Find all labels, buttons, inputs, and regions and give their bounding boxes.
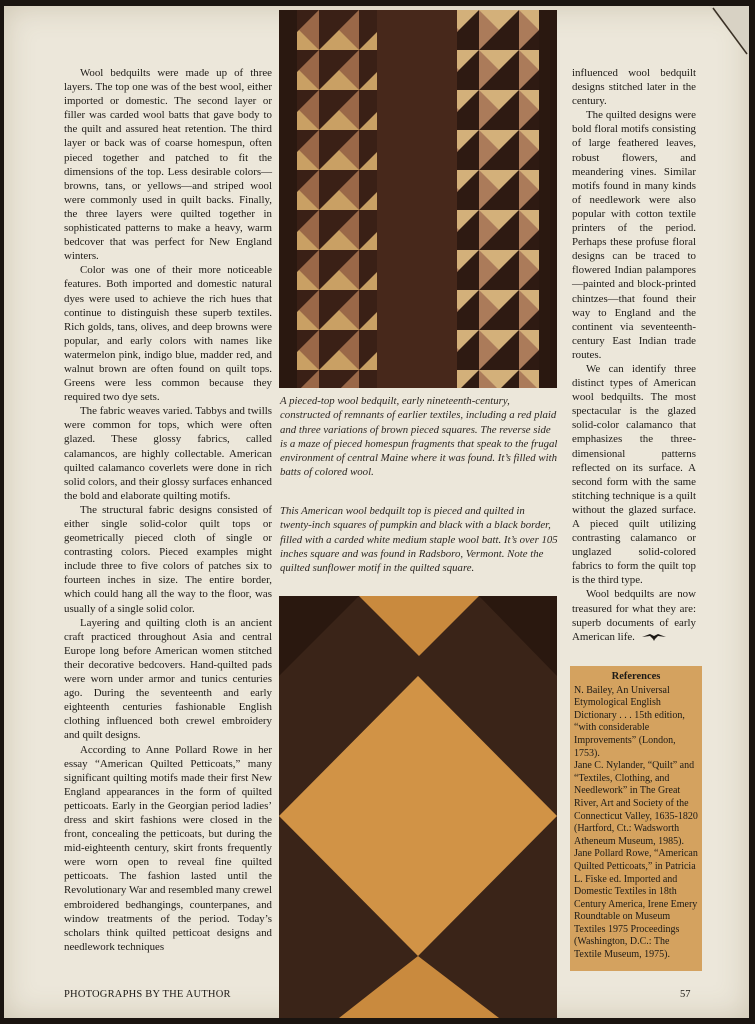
reference-item: Jane C. Nylander, “Quilt” and “Textiles, Clothing, and Needlework” in The Great River, Art and Society of the Connecticut Valley, 1635-1820 (Hartford, Ct.: Wadsworth Atheneum Museum, 1985). [574, 760, 698, 847]
paragraph-3: The fabric weaves varied. Tabbys and twills were common for tops, which were often glazed. These glossy fabrics, called calamancos, are highly collectable. American quilted calamanco coverlets were done in rich solid colors, and their glossy surfaces enhanced the bold and elaborate quilting motifs. [64, 405, 272, 502]
paragraph-1: Wool bedquilts were made up of three layers. The top one was of the best wool, either imported or domestic. The second layer or filler was carded wool batts that gave body to the quilt and assured heat retention. The third layer or back was of coarse homespun, often pieced together and patched to fit the dimensions of the top. Less desirable colors—browns, tans, or yellows—and striped wool were commonly used in quilt backs. Finally, the three layers were quilted together in sophisticated patterns to make a heavy, warm bedcover that was perfect for New England winters. [64, 67, 272, 263]
paragraph-8: The quilted designs were bold floral motifs consisting of large feathered leaves, robust flowers, and meandering vines. Similar motifs found in many kinds of needlework were also popular with cotton textile printers of the period. Perhaps these profuse floral designs can be traced to flowered Indian palampores—painted and block-printed chintzes—that found their way to England and the continent via seventeenth-century East Indian trade routes. [572, 109, 696, 361]
reference-item: N. Bailey, An Universal Etymological English Dictionary . . . 15th edition, “with considerable Improvements” (London, 1753). [574, 684, 685, 759]
paragraph-9: We can identify three distinct types of American wool bedquilts. The most spectacular is the glazed solid-color calamanco that emphasizes the three-dimensional patterns reflected on its surface. A second form with the same stitching technique is a quilt without the glazed surface. A pieced quilt utilizing contrasting calamanco or unglazed solid-colored fabrics to form the quilt top is the third type. [572, 362, 696, 587]
quilt-photo-bottom [279, 596, 557, 1018]
paragraph-10-text: Wool bedquilts are now treasured for what they are: superb documents of early American life. [572, 588, 696, 643]
references-heading: References [611, 671, 661, 682]
paragraph-5: Layering and quilting cloth is an ancient craft practiced throughout Asia and central Europe long before American women stitched their decorative bedcovers. Hand-quilted pads were worn under armor and tunics centuries ago. During the seventeenth and early eighteenth centuries fashionable English clothing influenced both crewel embroidery and quilt designs. [64, 616, 272, 742]
quilt-photo-top [279, 10, 557, 388]
pumpkin-black-quilt-image [279, 596, 557, 1018]
article-column-left [64, 66, 272, 954]
paragraph-10 [572, 587, 696, 643]
magazine-page [4, 6, 749, 1018]
pieced-quilt-image [279, 10, 557, 388]
page-number: 57 [680, 989, 691, 1000]
page-corner-fold-icon [699, 6, 749, 66]
paragraph-4: The structural fabric designs consisted of either single solid-color quilt tops or geometrically pieced cloth of single or contrasting colors. Pieced examples might include three to five colors of patches six to fourteen inches in size. The entire border, which could hang all the way to the floor, was usually of a single solid color. [64, 503, 272, 615]
paragraph-7: influenced wool bedquilt designs stitched later in the century. [572, 67, 696, 108]
paragraph-2: Color was one of their more noticeable features. Both imported and domestic natural dyes were used to achieve the rich hues that continue to distinguish these superb textiles. Rich golds, tans, olives, and deep browns were popular, and early colors with names like watermelon pink, indigo blue, madder red, and walnut brown are often found on quilt tops. Greens were less common because they required two dye sets. [64, 264, 272, 404]
references-box [570, 666, 702, 971]
paragraph-6: According to Anne Pollard Rowe in her essay “American Quilted Petticoats,” many significant quilting motifs made their first New England appearances in the form of quilted petticoats. Early in the Georgian period ladies’ dress and skirt fashions were closed in the front, concealing the petticoats, but during the mid-eighteenth century, skirt fronts frequently were worn open to reveal fine quilted petticoats. The fashion lasted until the Revolutionary War and resembled many crewel embroidered bedhangings, counterpanes, and window treatments of the period. Today’s scholars think quilted petticoat designs and needlework techniques [64, 743, 272, 953]
caption-bottom-photo: This American wool bedquilt top is pieced and quilted in twenty-inch squares of pumpkin and black with a black border, filled with a carded white medium staple wool batt. It’s over 105 inches square and was found in Radsboro, Vermont. Note the quilted sunflower motif in the quilted square. [280, 505, 558, 575]
photo-credit: PHOTOGRAPHS BY THE AUTHOR [64, 989, 231, 1000]
article-column-right [572, 66, 696, 644]
reference-item: Jane Pollard Rowe, “American Quilted Petticoats,” in Patricia L. Fiske ed. Imported and Domestic Textiles in 18th Century America, Irene Emery Roundtable on Museum Textiles 1975 Proceedings (Washington, D.C.: The Textile Museum, 1975). [574, 848, 698, 961]
eagle-icon [641, 632, 667, 642]
caption-top-photo: A pieced-top wool bedquilt, early nineteenth-century, constructed of remnants of earlier textiles, including a red plaid and three variations of brown pieced squares. The reverse side is a maze of pieced homespun fragments that speak to the frugal environment of central Maine where it was found. It’s filled with batts of colored wool. [280, 395, 558, 479]
